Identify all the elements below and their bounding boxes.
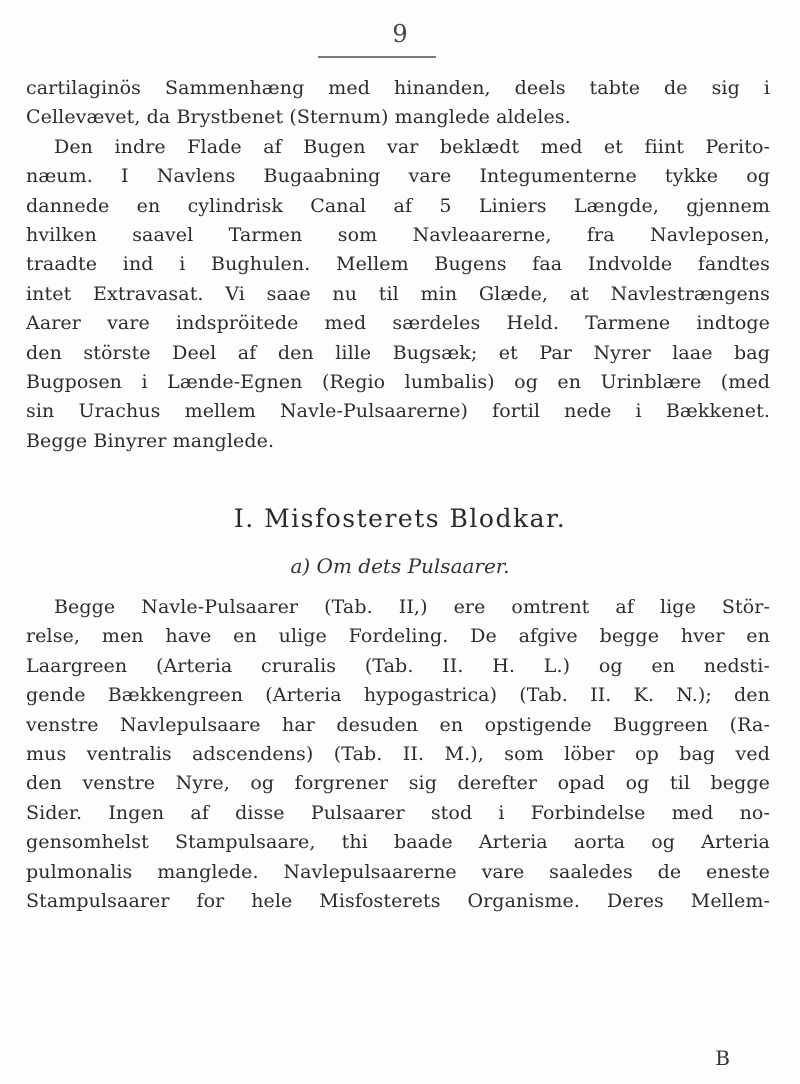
signature-mark: B (715, 1046, 730, 1070)
text-line: Begge Navle-Pulsaarer (Tab. II,) ere omtrent af lige Stör- (54, 596, 770, 618)
text-line: Den indre Flade af Bugen var beklædt med et fiint Perito- (54, 135, 770, 158)
text-line: Begge Binyrer manglede. (26, 429, 275, 452)
section-heading: I. Misfosterets Blodkar. (233, 504, 567, 533)
text-line: Bugposen i Lænde-Egnen (Regio lumbalis) og en Urinblære (med (26, 371, 770, 394)
text-line: næum. I Navlens Bugaabning vare Integumenterne tykke og (26, 165, 770, 188)
paragraph-1 (26, 74, 770, 456)
text-line: den störste Deel af den lille Bugsæk; et Par Nyrer laae bag (26, 341, 770, 364)
text-line: Aarer vare indspröitede med særdeles Held. Tarmene indtoge (26, 312, 770, 335)
text-line: Stampulsaarer for hele Misfosterets Organisme. Deres Mellem- (26, 890, 770, 913)
text-line: traadte ind i Bughulen. Mellem Bugens faa Indvolde fandtes (26, 253, 770, 276)
header-rule (318, 56, 436, 58)
text-line: venstre Navlepulsaare har desuden en opstigende Buggreen (Ra- (26, 713, 770, 736)
text-line: sin Urachus mellem Navle-Pulsaarerne) fortil nede i Bækkenet. (26, 400, 770, 423)
text-line: relse, men have en ulige Fordeling. De afgive begge hver en (26, 625, 770, 648)
text-line: pulmonalis manglede. Navlepulsaarerne vare saaledes de eneste (26, 860, 770, 883)
text-line: intet Extravasat. Vi saae nu til min Glæde, at Navlestrængens (26, 282, 770, 305)
text-line: Laargreen (Arteria cruralis (Tab. II. H. L.) og en nedsti- (26, 654, 770, 677)
text-line: cartilaginös Sammenhæng med hinanden, deels tabte de sig i (26, 77, 770, 99)
text-line: Sider. Ingen af disse Pulsaarer stod i Forbindelse med no- (26, 801, 770, 824)
paragraph-2 (26, 593, 770, 916)
text-line: mus ventralis adscendens) (Tab. II. M.), som löber op bag ved (26, 743, 770, 766)
text-line: hvilken saavel Tarmen som Navleaarerne, fra Navleposen, (26, 224, 770, 247)
text-line: gensomhelst Stampulsaare, thi baade Arteria aorta og Arteria (26, 831, 770, 854)
text-line: den venstre Nyre, og forgrener sig derefter opad og til begge (26, 772, 770, 795)
page-number: 9 (392, 20, 408, 48)
text-line: dannede en cylindrisk Canal af 5 Liniers Længde, gjennem (26, 194, 770, 217)
text-line: Cellevævet, da Brystbenet (Sternum) manglede aldeles. (26, 106, 571, 129)
subsection-heading: a) Om dets Pulsaarer. (290, 554, 510, 578)
text-line: gende Bækkengreen (Arteria hypogastrica) (Tab. II. K. N.); den (26, 684, 770, 707)
